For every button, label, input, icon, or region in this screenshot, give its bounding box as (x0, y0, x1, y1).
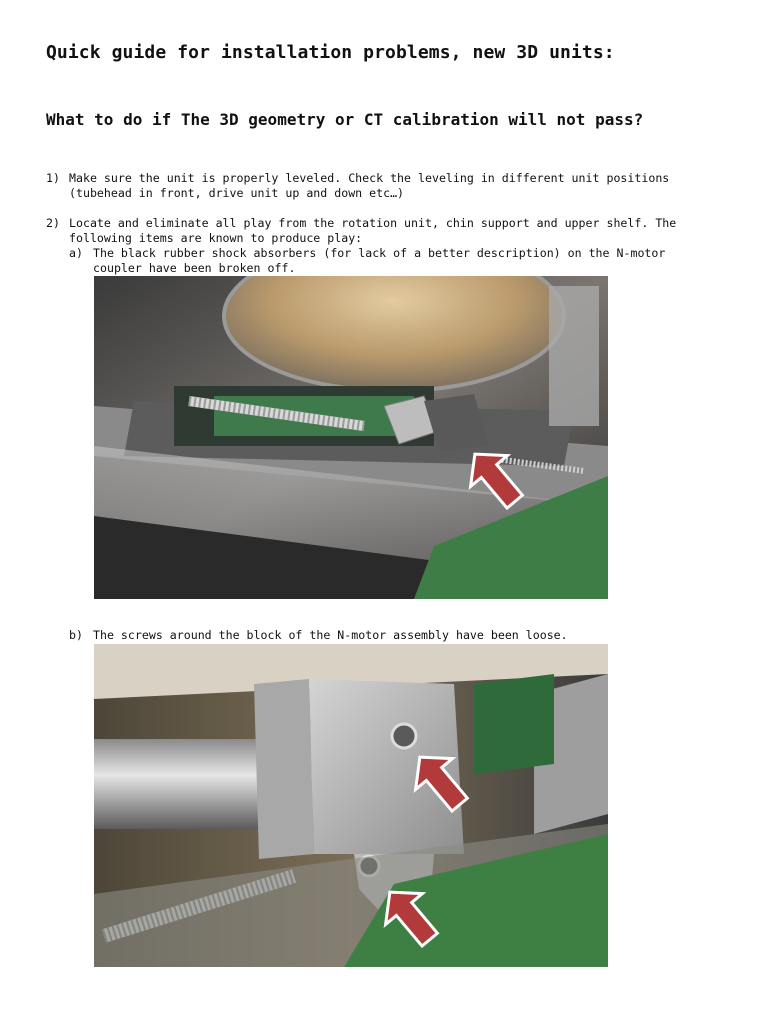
photo-n-motor-block-screws-drawing (94, 644, 608, 967)
item-2-line-2: following items are known to produce play: (69, 231, 363, 245)
subitem-a-letter: a) (69, 246, 83, 260)
item-1-line-2: (tubehead in front, drive unit up and down etc…) (69, 186, 405, 200)
subitem-b-line-1: The screws around the block of the N-motor assembly have been loose. (93, 628, 568, 642)
page-subtitle: What to do if The 3D geometry or CT calibration will not pass? (46, 110, 644, 129)
item-2-line-1: Locate and eliminate all play from the rotation unit, chin support and upper shelf. The (69, 216, 677, 230)
subitem-a-line-2: coupler have been broken off. (93, 261, 296, 275)
item-1-line-1: Make sure the unit is properly leveled. Check the leveling in different unit positions (69, 171, 670, 185)
item-1-number: 1) (46, 171, 60, 185)
photo-rubber-shock-absorbers (94, 276, 608, 599)
page-title: Quick guide for installation problems, new 3D units: (46, 42, 615, 63)
photo-n-motor-block-screws (94, 644, 608, 967)
subitem-b-letter: b) (69, 628, 83, 642)
subitem-a-line-1: The black rubber shock absorbers (for lack of a better description) on the N-motor (93, 246, 666, 260)
photo-rubber-shock-absorbers-drawing (94, 276, 608, 599)
item-2-number: 2) (46, 216, 60, 230)
